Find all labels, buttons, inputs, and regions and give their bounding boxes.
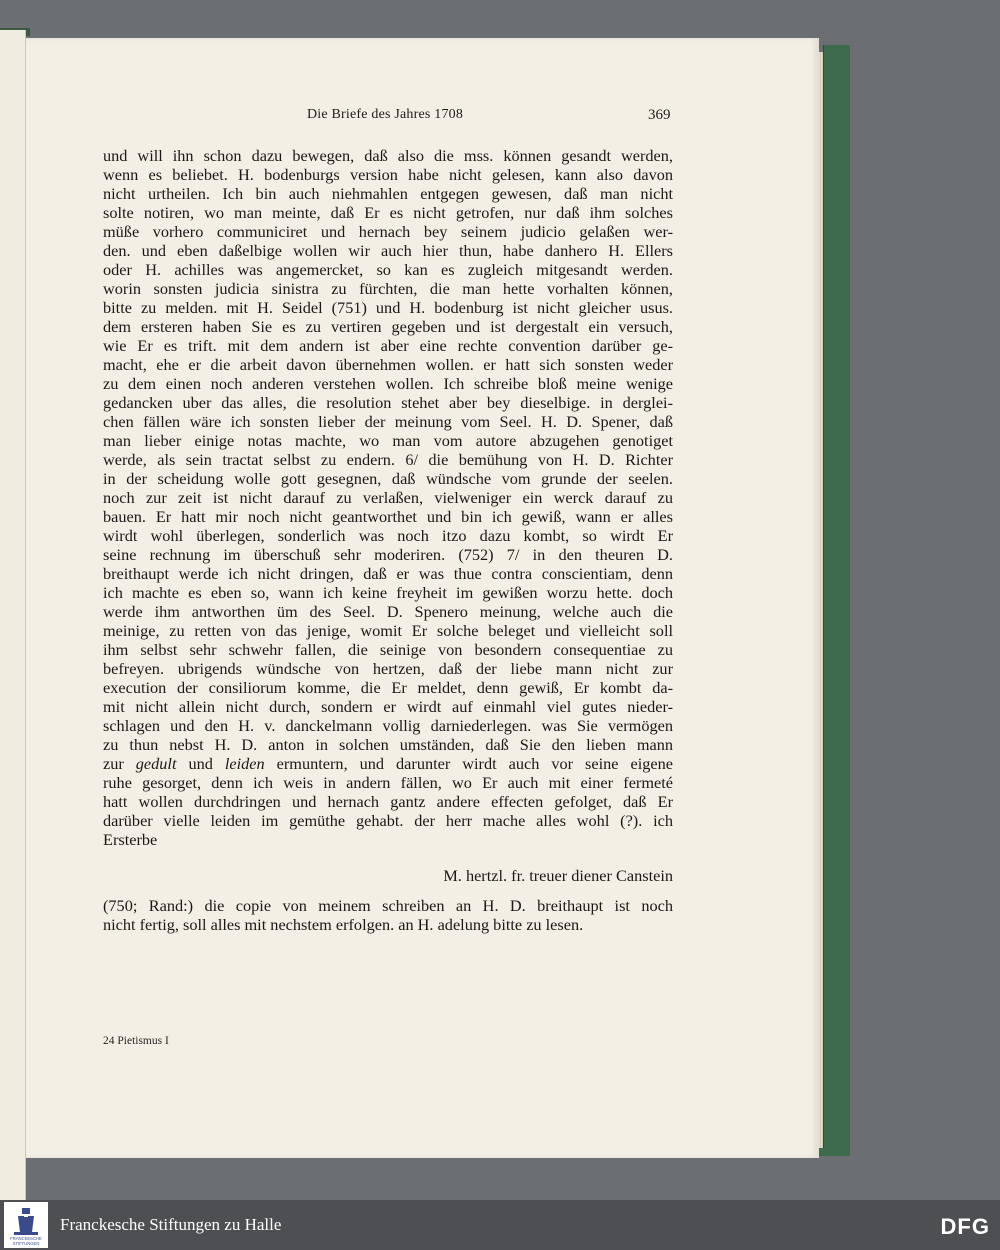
letter-body-text xyxy=(103,146,673,849)
svg-text:FRANCKESCHE: FRANCKESCHE xyxy=(10,1236,42,1241)
text-line: befreyen. ubrigends wündsche von hertzen, daß der liebe mann nicht zur xyxy=(103,659,673,678)
text-line: den. und eben daßelbige wollen wir auch hier thun, habe danhero H. Ellers xyxy=(103,241,673,260)
text-line: werde, als sein tractat selbst zu endern. 6/ die bemühung von H. D. Richter xyxy=(103,450,673,469)
text-line: wenn es beliebet. H. bodenburgs version habe nicht gelesen, kann also davon xyxy=(103,165,673,184)
left-page-edge xyxy=(0,30,26,1200)
postscript-line: (750; Rand:) die copie von meinem schreiben an H. D. breithaupt ist noch xyxy=(103,896,673,915)
text-line: darüber vielle leiden im gemüthe gehabt. der herr mache alles wohl (?). ich xyxy=(103,811,673,830)
text-line: wie Er es trift. mit dem andern ist aber eine rechte convention darüber ge- xyxy=(103,336,673,355)
text-line: in der scheidung wolle gott gesegnen, daß wündsche vom grunde der seelen. xyxy=(103,469,673,488)
text-line: execution der consiliorum komme, die Er meldet, denn gewiß, Er kombt da- xyxy=(103,678,673,697)
book-cover-edge xyxy=(823,45,850,1153)
page-number: 369 xyxy=(648,107,671,123)
viewer-footer-bar xyxy=(0,1200,1000,1250)
svg-text:STIFTUNGEN: STIFTUNGEN xyxy=(12,1241,40,1246)
text-line: man lieber einige notas machte, wo man vom autore abzugehen genotiget xyxy=(103,431,673,450)
postscript-line: nicht fertig, soll alles mit nechstem erfolgen. an H. adelung bitte zu lesen. xyxy=(103,915,584,934)
text-line: chen fällen wäre ich sonsten lieber der meinung vom Seel. H. D. Spener, daß xyxy=(103,412,673,431)
printer-signature-mark: 24 Pietismus I xyxy=(103,1035,169,1047)
institution-name[interactable]: Franckesche Stiftungen zu Halle xyxy=(60,1215,282,1234)
text-line: ihm selbst sehr schwehr fallen, die seinige von besondern consequentiae zu xyxy=(103,640,673,659)
text-line: solte notiren, wo man meinte, daß Er es nicht getrofen, nur daß ihm solches xyxy=(103,203,673,222)
text-line: bauen. Er hatt mir noch nicht geantworthet und bin ich gewiß, wann er alles xyxy=(103,507,673,526)
text-line: schlagen und den H. v. danckelmann vollig darniederlegen. was Sie vermögen xyxy=(103,716,673,735)
text-line: seine rechnung im überschuß sehr moderiren. (752) 7/ in den theuren D. xyxy=(103,545,673,564)
text-line: müße vorhero communiciret und hernach bey seinem judicio gelaßen wer- xyxy=(103,222,673,241)
text-line: nicht urtheilen. Ich bin auch niehmahlen entgegen gewesen, daß man nicht xyxy=(103,184,673,203)
text-line: worin sonsten judicia sinistra zu fürchten, die man hette vorhalten können, xyxy=(103,279,673,298)
text-line: zur gedult und leiden ermuntern, und darunter wirdt auch vor seine eigene xyxy=(103,754,673,773)
letter-closing: M. hertzl. fr. treuer diener Canstein xyxy=(443,866,673,885)
text-line: breithaupt werde ich nicht dringen, daß er was thue contra conscientiam, denn xyxy=(103,564,673,583)
text-line: zu thun nebst H. D. anton in solchen umständen, daß Sie den lieben mann xyxy=(103,735,673,754)
text-line: und will ihn schon dazu bewegen, daß also die mss. können gesandt werden, xyxy=(103,146,673,165)
francke-foundation-logo[interactable] xyxy=(4,1202,48,1248)
text-line: bitte zu melden. mit H. Seidel (751) und H. bodenburg ist nicht gleicher usus. xyxy=(103,298,673,317)
running-head xyxy=(26,107,819,129)
text-line: hatt wollen durchdringen und hernach gantz andere effecten gefolget, daß Er xyxy=(103,792,673,811)
text-line: mit nicht allein nicht durch, sondern er wirdt auf einmahl viel gutes nieder- xyxy=(103,697,673,716)
text-line: werde ihm antworthen üm des Seel. D. Spenero meinung, welche auch die xyxy=(103,602,673,621)
text-line: zu dem einen noch anderen verstehen wollen. Ich schreibe bloß meine wenige xyxy=(103,374,673,393)
text-line: oder H. achilles was angemercket, so kan es zugleich mitgesandt werden. xyxy=(103,260,673,279)
text-line: gedancken uber das alles, die resolution stehet aber bey dieselbige. in derglei- xyxy=(103,393,673,412)
text-line: dem ersteren haben Sie es zu vertiren gegeben und ist dergestalt ein versuch, xyxy=(103,317,673,336)
text-line: Ersterbe xyxy=(103,830,158,849)
text-line: meinige, zu retten von das jenige, womit Er solche beleget und vielleicht soll xyxy=(103,621,673,640)
text-line: ich machte es eben so, wann ich keine freyheit im gewißen worzu hette. doch xyxy=(103,583,673,602)
running-title: Die Briefe des Jahres 1708 xyxy=(307,107,464,122)
text-line: wirdt wohl überlegen, sonderlich was noch itzo dazu kombt, so wirdt Er xyxy=(103,526,673,545)
book-page xyxy=(26,38,819,1158)
text-line: noch zur zeit ist nicht darauf zu verlaßen, vielweniger ein werck darauf zu xyxy=(103,488,673,507)
letter-postscript xyxy=(103,896,673,934)
text-line: macht, ehe er die arbeit davon übernehmen wollen. er hatt sich sonsten weder xyxy=(103,355,673,374)
dfg-logo[interactable]: DFG xyxy=(940,1214,990,1239)
text-line: ruhe gesorget, denn ich weis in andern fällen, wo Er auch mit einer fermeté xyxy=(103,773,673,792)
